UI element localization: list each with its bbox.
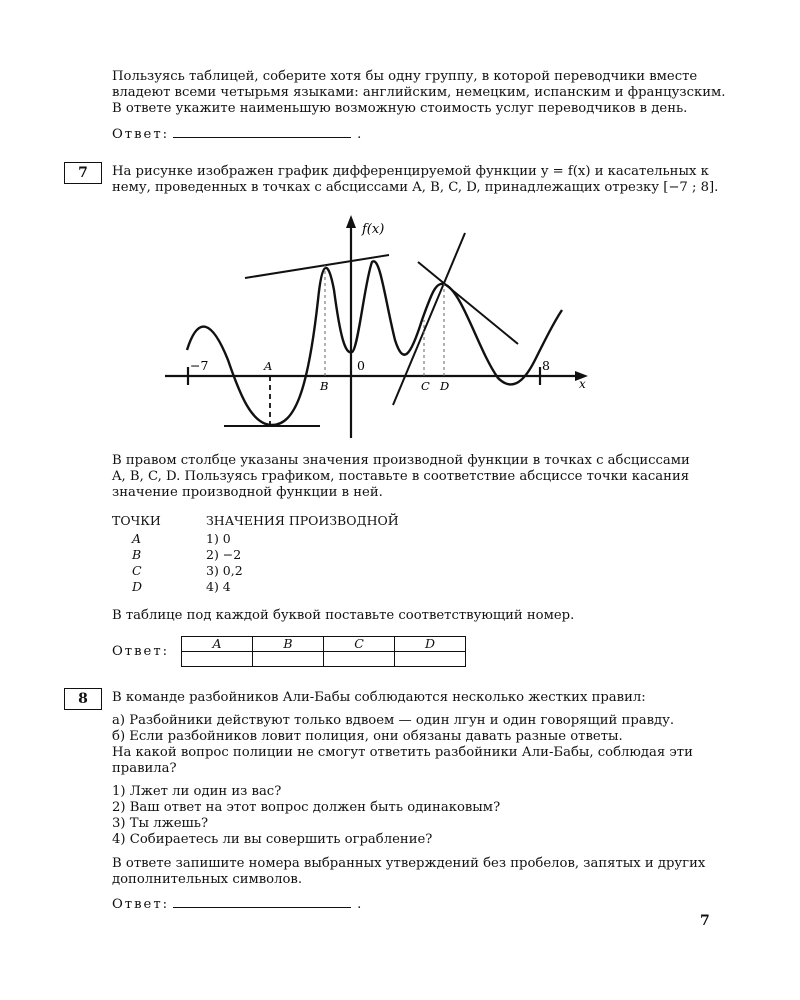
function-curve	[187, 261, 562, 425]
answer-header-cell: D	[395, 637, 466, 652]
answer-table-header	[182, 637, 466, 652]
option-item: 3) Ты лжешь?	[112, 816, 209, 831]
answer-header-cell: C	[324, 637, 395, 652]
answer-header-cell: A	[182, 637, 253, 652]
pair-point: D	[132, 579, 143, 594]
answer-table-input-row	[182, 652, 466, 667]
task-number-8: 8	[64, 688, 102, 710]
y-axis-arrow-icon	[346, 215, 356, 228]
question-line: На какой вопрос полиции не смогут ответить разбойники Али-Бабы, соблюдая эти	[112, 745, 693, 760]
answer-label: Ответ:	[112, 897, 170, 912]
option-item: 1) Лжет ли один из вас?	[112, 784, 282, 799]
answer-header-cell: B	[253, 637, 324, 652]
task7-line: На рисунке изображен график дифференцируемой функции y = f(x) и касательных к	[112, 164, 709, 179]
pair-value: 4) 4	[206, 579, 231, 594]
task8-instruction	[112, 856, 712, 888]
point-label-c: C	[421, 379, 430, 393]
pair-value: 3) 0,2	[206, 563, 243, 578]
point-label-a: A	[264, 359, 273, 373]
task8-rules	[112, 713, 712, 777]
x-axis-label: x	[579, 377, 586, 391]
point-label-d: D	[440, 379, 450, 393]
intro-line: Пользуясь таблицей, соберите хотя бы одну группу, в которой переводчики вместе	[112, 69, 698, 84]
task7-description	[112, 453, 712, 501]
answer-table	[181, 636, 466, 667]
task7-line: нему, проведенных в точках с абсциссами A, B, C, D, принадлежащих отрезку [−7 ; 8].	[112, 180, 719, 195]
point-label-b: B	[320, 379, 329, 393]
table-note: В таблице под каждой буквой поставьте соответствующий номер.	[112, 608, 575, 623]
column-header-points: ТОЧКИ	[112, 513, 161, 528]
pair-value: 1) 0	[206, 531, 231, 546]
pair-value: 2) −2	[206, 547, 242, 562]
tangent-b	[245, 255, 389, 278]
pair-point: B	[132, 547, 142, 562]
intro-line: владеют всеми четырьмя языками: английским, немецким, испанским и французским.	[112, 85, 726, 100]
answer-input-cell[interactable]	[324, 652, 395, 667]
intro-answer: Ответ: .	[112, 127, 362, 142]
question-line: правила?	[112, 761, 177, 776]
desc-line: A, B, C, D. Пользуясь графиком, поставьте в соответствие абсциссе точки касания	[112, 469, 690, 484]
intro-paragraph	[112, 69, 726, 117]
tangent-d	[418, 262, 518, 344]
answer-label: Ответ:	[112, 644, 170, 659]
origin-label: 0	[357, 358, 365, 373]
task8-intro: В команде разбойников Али-Бабы соблюдаются несколько жестких правил:	[112, 690, 646, 705]
answer-field[interactable]	[173, 126, 351, 138]
task-number-7: 7	[64, 162, 102, 184]
tick-left-label: −7	[190, 358, 209, 373]
intro-line: В ответе укажите наименьшую возможную стоимость услуг переводчиков в день.	[112, 101, 688, 116]
y-axis-label: f(x)	[362, 222, 385, 237]
task8-answer: Ответ: .	[112, 897, 362, 912]
answer-input-cell[interactable]	[182, 652, 253, 667]
option-item: 2) Ваш ответ на этот вопрос должен быть одинаковым?	[112, 800, 501, 815]
answer-input-cell[interactable]	[395, 652, 466, 667]
rule-line: а) Разбойники действуют только вдвоем — один лгун и один говорящий правду.	[112, 713, 675, 728]
instruction-line: дополнительных символов.	[112, 872, 303, 887]
function-graph	[150, 210, 600, 445]
desc-line: В правом столбце указаны значения производной функции в точках с абсциссами	[112, 453, 690, 468]
pair-point: C	[132, 563, 142, 578]
task8-options	[112, 784, 712, 848]
task7-statement	[112, 164, 719, 196]
answer-label: Ответ:	[112, 127, 170, 142]
page-number: 7	[700, 913, 710, 929]
column-header-values: ЗНАЧЕНИЯ ПРОИЗВОДНОЙ	[206, 513, 399, 528]
tick-right-label: 8	[542, 358, 550, 373]
answer-input-cell[interactable]	[253, 652, 324, 667]
option-item: 4) Собираетесь ли вы совершить ограбление?	[112, 832, 433, 847]
answer-field[interactable]	[173, 896, 351, 908]
rule-line: б) Если разбойников ловит полиция, они обязаны давать разные ответы.	[112, 729, 623, 744]
desc-line: значение производной функции в ней.	[112, 485, 383, 500]
instruction-line: В ответе запишите номера выбранных утверждений без пробелов, запятых и других	[112, 856, 706, 871]
pair-point: A	[132, 531, 142, 546]
